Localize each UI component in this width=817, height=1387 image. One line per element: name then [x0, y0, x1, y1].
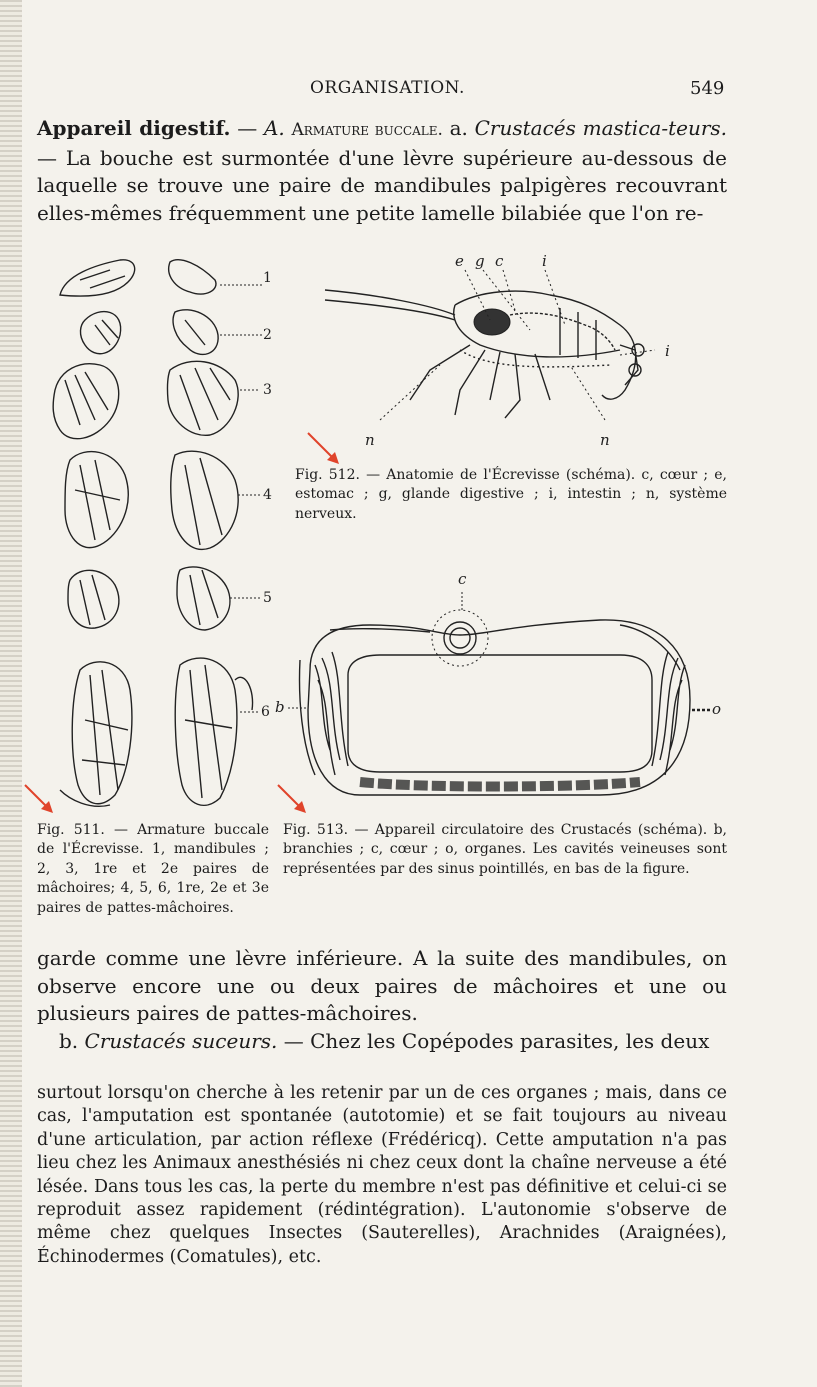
paragraph-autotomie: surtout lorsqu'on cherche à les retenir par un de ces organes ; mais, dans ce cas, l'amputation est spontanée (autotomie) et se fait toujours au niveau d'une articulation, par action réflexe (Frédéricq). Cette amputation n'a pas lieu chez les Animaux anesthésiés ni chez ceux dont la chaîne nerveuse a été lésée. Dans tous les cas, la perte du membre n'est pas définitive et celui-ci se reproduit assez rapidement (rédintégration). L'autonomie s'observe de même chez quelques Insectes (Sauterelles), Arachnides (Araignées), Échinodermes (Comatules), etc. [37, 1083, 727, 1267]
figure-512-leaders [380, 270, 655, 420]
section-title: Armature buccale. [291, 120, 443, 140]
crayfish-drawing [325, 290, 644, 418]
caption-511-number: Fig. 511. [37, 822, 105, 838]
figure-513-circulatory [270, 570, 730, 820]
page-number: 549 [690, 78, 725, 99]
section-heading: Appareil digestif. [37, 116, 231, 140]
label-g: g [475, 252, 485, 270]
label-o: o [712, 700, 722, 718]
running-title: ORGANISATION. [310, 78, 465, 98]
maxilla-1-drawing [80, 310, 218, 355]
maxilliped-1-drawing [65, 451, 238, 549]
label-1: 1 [263, 270, 272, 286]
label-i-right: i [665, 342, 670, 360]
paragraph-suceurs: b. Crustacés suceurs. — Chez les Copépodes parasites, les deux [59, 1029, 710, 1053]
annotation-arrow-512 [305, 430, 345, 470]
maxilla-2-drawing [53, 361, 238, 438]
mandible-drawing [60, 260, 216, 296]
label-c: c [495, 252, 504, 270]
caption-513-number: Fig. 513. [283, 822, 349, 838]
caption-fig-512: Fig. 512. — Anatomie de l'Écrevisse (schéma). c, cœur ; e, estomac ; g, glande digestive ; i, intestin ; n, système nerveux. [295, 467, 727, 522]
label-c-513: c [458, 570, 467, 588]
label-n-right: n [600, 431, 610, 449]
figure-511-labels [220, 270, 272, 720]
label-3: 3 [263, 382, 272, 398]
caption-fig-511: Fig. 511. — Armature buccale de l'Écrevisse. 1, mandibules ; 2, 3, 1re et 2e paires de mâchoires; 4, 5, 6, 1re, 2e et 3e paires de pattes-mâchoires. [37, 822, 269, 916]
label-6: 6 [261, 704, 270, 720]
figure-511-mouthparts [40, 250, 280, 820]
paragraph-digestif: Appareil digestif. — A. Armature buccale. a. Crustacés mastica-teurs. — La bouche est surmontée d'une lèvre supérieure au-dessous de laquelle se trouve une paire de mandibules palpigères recouvrant elles-mêmes fréquemment une petite lamelle bilabiée que l'on re- [37, 116, 728, 225]
page-edge [0, 0, 22, 1387]
sub-title-suceurs: Crustacés suceurs. [84, 1029, 278, 1053]
caption-fig-513: Fig. 513. — Appareil circulatoire des Crustacés (schéma). b, branchies ; c, cœur ; o, organes. Les cavités veineuses sont représentées par des sinus pointillés, en bas de la figure. [283, 822, 727, 877]
maxilliped-2-drawing [68, 567, 230, 630]
label-n-left: n [365, 431, 375, 449]
maxilliped-3-drawing [60, 658, 253, 806]
paragraph-continuation: garde comme une lèvre inférieure. A la suite des mandibules, on observe encore une ou deux paires de mâchoires et une ou plusieurs paires de pattes-mâchoires. [37, 946, 727, 1025]
label-i-top: i [542, 252, 547, 270]
sub-title: Crustacés mastica-teurs. [474, 116, 728, 140]
label-2: 2 [263, 327, 272, 343]
circulatory-drawing [300, 610, 690, 795]
label-b: b [275, 698, 285, 716]
figure-512-crayfish [320, 250, 720, 450]
annotation-arrow-513 [275, 782, 311, 818]
annotation-arrow-511 [22, 782, 58, 818]
label-4: 4 [263, 487, 272, 503]
label-e: e [455, 252, 464, 270]
label-5: 5 [263, 590, 272, 606]
caption-512-number: Fig. 512. [295, 467, 360, 483]
